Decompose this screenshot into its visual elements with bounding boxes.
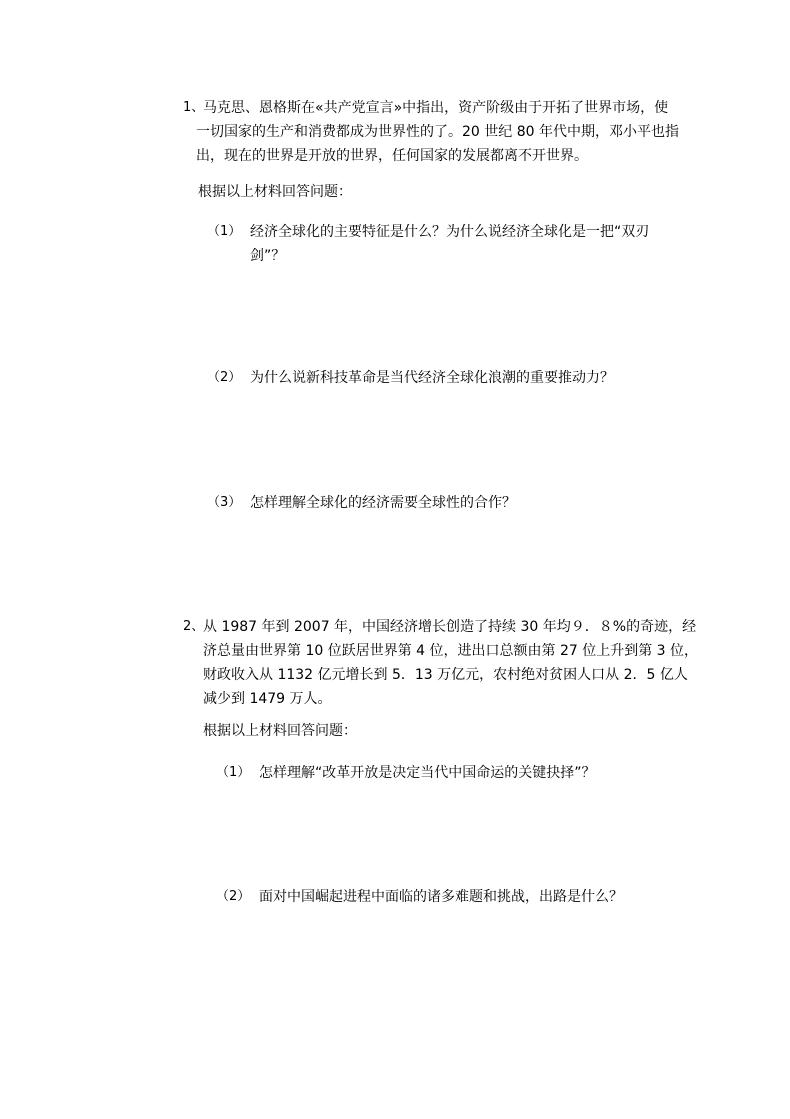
material-line: 一切国家的生产和消费都成为世界性的了。20 世纪 80 年代中期，邓小平也指 — [196, 124, 679, 140]
subquestion-text — [250, 491, 516, 515]
material-line: 财政收入从 1132 亿元增长到 5．13 万亿元，农村绝对贫困人口从 2．5 亿人 — [203, 667, 688, 683]
subquestion-label: （3） — [207, 495, 242, 510]
question-prompt: 根据以上材料回答问题： — [198, 184, 352, 200]
question-number: 2、 — [183, 619, 205, 634]
subquestion-line: 剑”？ — [250, 248, 286, 264]
subquestion-label: （1） — [216, 765, 251, 780]
subquestion-text — [259, 885, 623, 909]
material-line: 马克思、恩格斯在«共产党宣言»中指出，资产阶级由于开拓了世界市场，使 — [203, 100, 669, 116]
subquestion-text — [250, 220, 649, 268]
subquestion-text — [250, 366, 614, 390]
subquestion-line: 为什么说新科技革命是当代经济全球化浪潮的重要推动力？ — [250, 370, 614, 386]
subquestion-line: 面对中国崛起进程中面临的诸多难题和挑战，出路是什么？ — [259, 889, 623, 905]
material-line: 从 1987 年到 2007 年，中国经济增长创造了持续 30 年均９．８%的奇迹，经 — [203, 619, 697, 635]
subquestion-text — [259, 761, 596, 785]
subquestion-label: （1） — [207, 224, 242, 239]
question-material — [203, 615, 698, 711]
material-line: 减少到 1479 万人。 — [203, 691, 332, 707]
subquestion-label: （2） — [207, 370, 242, 385]
subquestion-line: 怎样理解“改革开放是决定当代中国命运的关键抉择”？ — [259, 765, 596, 781]
material-line: 出，现在的世界是开放的世界，任何国家的发展都离不开世界。 — [196, 148, 588, 164]
question-number: 1、 — [183, 100, 205, 115]
material-line: 济总量由世界第 10 位跃居世界第 4 位，进出口总额由第 27 位上升到第 3 位， — [203, 643, 699, 659]
subquestion-line: 怎样理解全球化的经济需要全球性的合作？ — [250, 495, 516, 511]
question-prompt: 根据以上材料回答问题： — [203, 723, 357, 739]
question-material — [196, 96, 679, 168]
subquestion-line: 经济全球化的主要特征是什么？为什么说经济全球化是一把“双刃 — [250, 224, 650, 240]
subquestion-label: （2） — [216, 889, 251, 904]
